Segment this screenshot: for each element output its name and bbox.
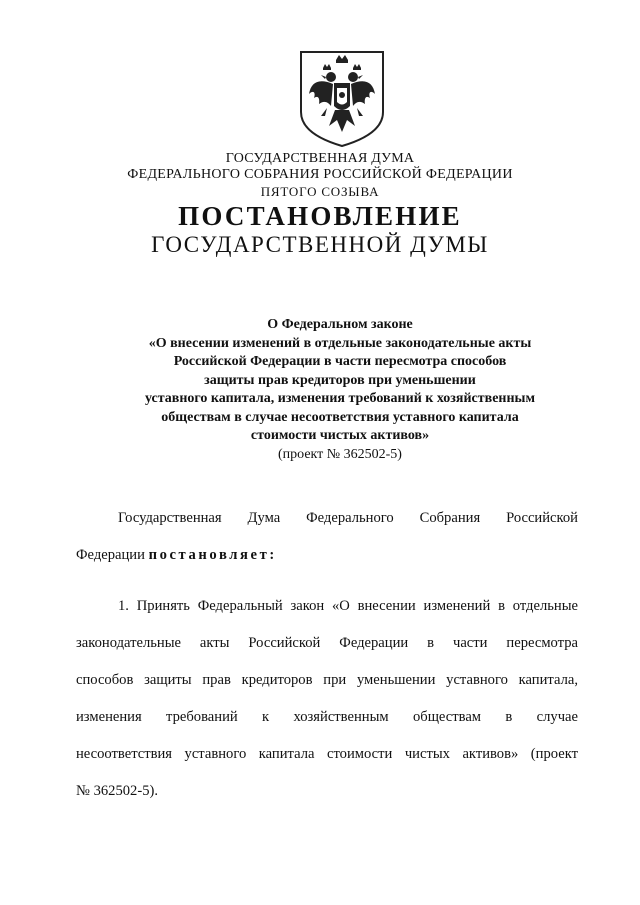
- paragraph-line: [76, 537, 578, 574]
- document-title: ПОСТАНОВЛЕНИЕ: [178, 201, 462, 231]
- resolves-verb: постановляет:: [148, 547, 277, 563]
- org-line-duma: ГОСУДАРСТВЕННАЯ ДУМА: [225, 151, 415, 166]
- paragraph-line: № 362502-5).: [76, 783, 159, 799]
- bill-heading-line: уставного капитала, изменения требований к хозяйственным: [144, 391, 536, 406]
- bill-heading: [120, 316, 560, 464]
- paragraph-line: изменения требований к хозяйственным обществам в случае: [76, 709, 578, 725]
- coat-of-arms-emblem-icon: [297, 50, 387, 148]
- bill-heading-line: обществам в случае несоответствия уставного капитала: [161, 409, 519, 425]
- preamble-paragraph: [76, 500, 578, 574]
- paragraph-line: несоответствия уставного капитала стоимости чистых активов» (проект: [76, 746, 578, 762]
- bill-heading-line: стоимости чистых активов»: [250, 428, 430, 443]
- bill-heading-line: защиты прав кредиторов при уменьшении: [204, 372, 476, 388]
- bill-project-number: (проект № 362502-5): [278, 446, 402, 462]
- bill-heading-line: «О внесении изменений в отдельные законодательные акты: [148, 335, 532, 351]
- bill-heading-line: Российской Федерации в части пересмотра способов: [173, 354, 507, 369]
- clause-1-paragraph: [76, 588, 578, 810]
- paragraph-line: Государственная Дума Федерального Собрания Российской: [118, 510, 578, 526]
- paragraph-text: Федерации: [76, 547, 149, 563]
- paragraph-line: законодательные акты Российской Федерации в части пересмотра: [76, 635, 578, 651]
- org-line-convocation: ПЯТОГО СОЗЫВА: [260, 184, 380, 199]
- document-subtitle: ГОСУДАРСТВЕННОЙ ДУМЫ: [151, 232, 489, 257]
- org-line-federal-assembly: ФЕДЕРАЛЬНОГО СОБРАНИЯ РОССИЙСКОЙ ФЕДЕРАЦИИ: [127, 167, 513, 182]
- paragraph-line: способов защиты прав кредиторов при уменьшении уставного капитала,: [76, 672, 578, 688]
- paragraph-line: 1. Принять Федеральный закон «О внесении изменений в отдельные: [118, 598, 578, 614]
- bill-heading-line: О Федеральном законе: [267, 317, 413, 332]
